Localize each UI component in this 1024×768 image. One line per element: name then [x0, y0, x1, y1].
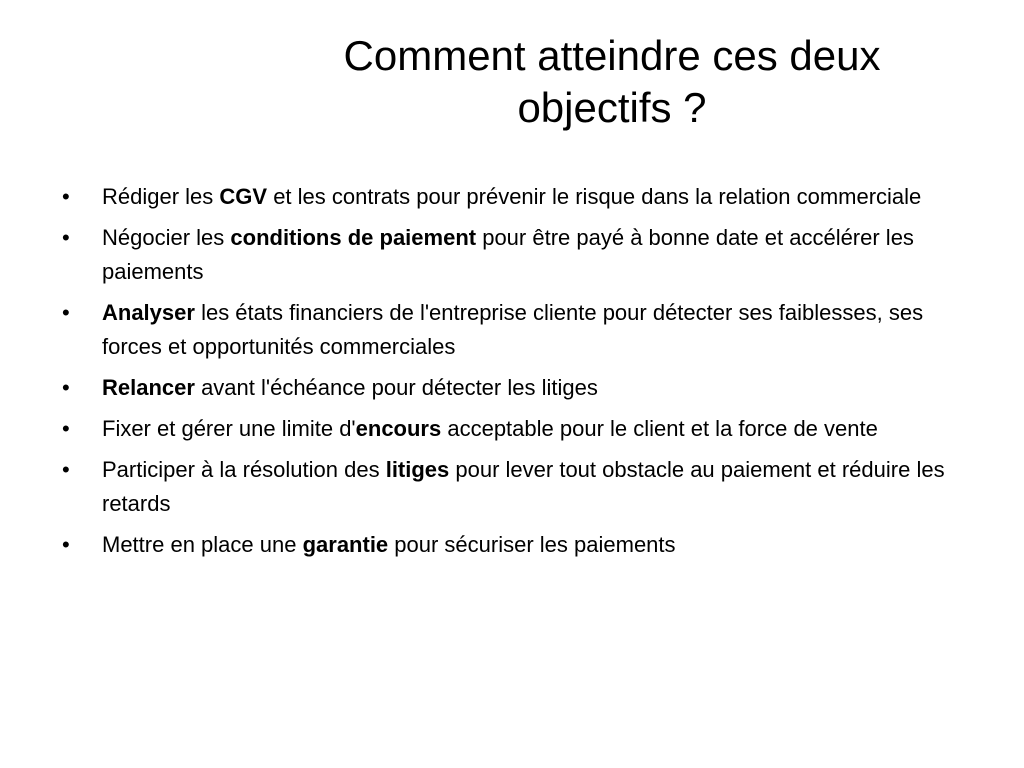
bullet-segment: pour être payé à bonne date et accélérer les paiements — [102, 225, 914, 284]
bullet-segment: les états financiers de l'entreprise cliente pour détecter ses faiblesses, ses forces et opportunités commerciales — [102, 300, 924, 359]
bullet-keyword: conditions de paiement — [230, 225, 477, 250]
slide-title-line-2: objectifs ? — [517, 84, 707, 131]
bullet-segment: Participer à la résolution des — [102, 457, 386, 482]
bullet-segment: acceptable pour le client et la force de vente — [441, 416, 878, 441]
bullet-item — [60, 221, 960, 289]
bullet-dot-icon: • — [62, 300, 70, 325]
bullet-dot-icon: • — [62, 532, 70, 557]
bullet-segment: Rédiger les — [102, 184, 220, 209]
bullet-keyword: encours — [355, 416, 442, 441]
bullet-segment: pour lever tout obstacle au paiement et réduire les retards — [102, 457, 945, 516]
bullet-text — [102, 416, 878, 441]
bullet-text — [102, 457, 945, 516]
slide-title — [300, 30, 924, 134]
slide-title-line-1: Comment atteindre ces deux — [343, 32, 881, 79]
bullet-dot-icon: • — [62, 225, 70, 250]
bullet-segment: et les contrats pour prévenir le risque dans la relation commerciale — [267, 184, 922, 209]
bullet-segment: Négocier les — [102, 225, 231, 250]
bullet-dot-icon: • — [62, 375, 70, 400]
bullet-item — [60, 180, 960, 214]
bullet-keyword: CGV — [219, 184, 268, 209]
bullet-dot-icon: • — [62, 184, 70, 209]
bullet-keyword: garantie — [302, 532, 389, 557]
bullet-text — [102, 532, 676, 557]
bullet-text — [102, 225, 914, 284]
bullet-item — [60, 412, 960, 446]
bullet-dot-icon: • — [62, 416, 70, 441]
bullet-keyword: Analyser — [102, 300, 195, 325]
bullet-text — [102, 375, 598, 400]
bullet-segment: Mettre en place une — [102, 532, 303, 557]
bullet-segment: avant l'échéance pour détecter les litiges — [194, 375, 598, 400]
bullet-item — [60, 371, 960, 405]
bullet-dot-icon: • — [62, 457, 70, 482]
bullet-list — [60, 180, 960, 569]
bullet-segment: Fixer et gérer une limite d' — [102, 416, 356, 441]
bullet-item — [60, 296, 960, 364]
bullet-segment: pour sécuriser les paiements — [388, 532, 676, 557]
bullet-text — [102, 184, 921, 209]
bullet-item — [60, 453, 960, 521]
bullet-keyword: litiges — [385, 457, 450, 482]
bullet-keyword: Relancer — [102, 375, 195, 400]
bullet-item — [60, 528, 960, 562]
bullet-text — [102, 300, 923, 359]
